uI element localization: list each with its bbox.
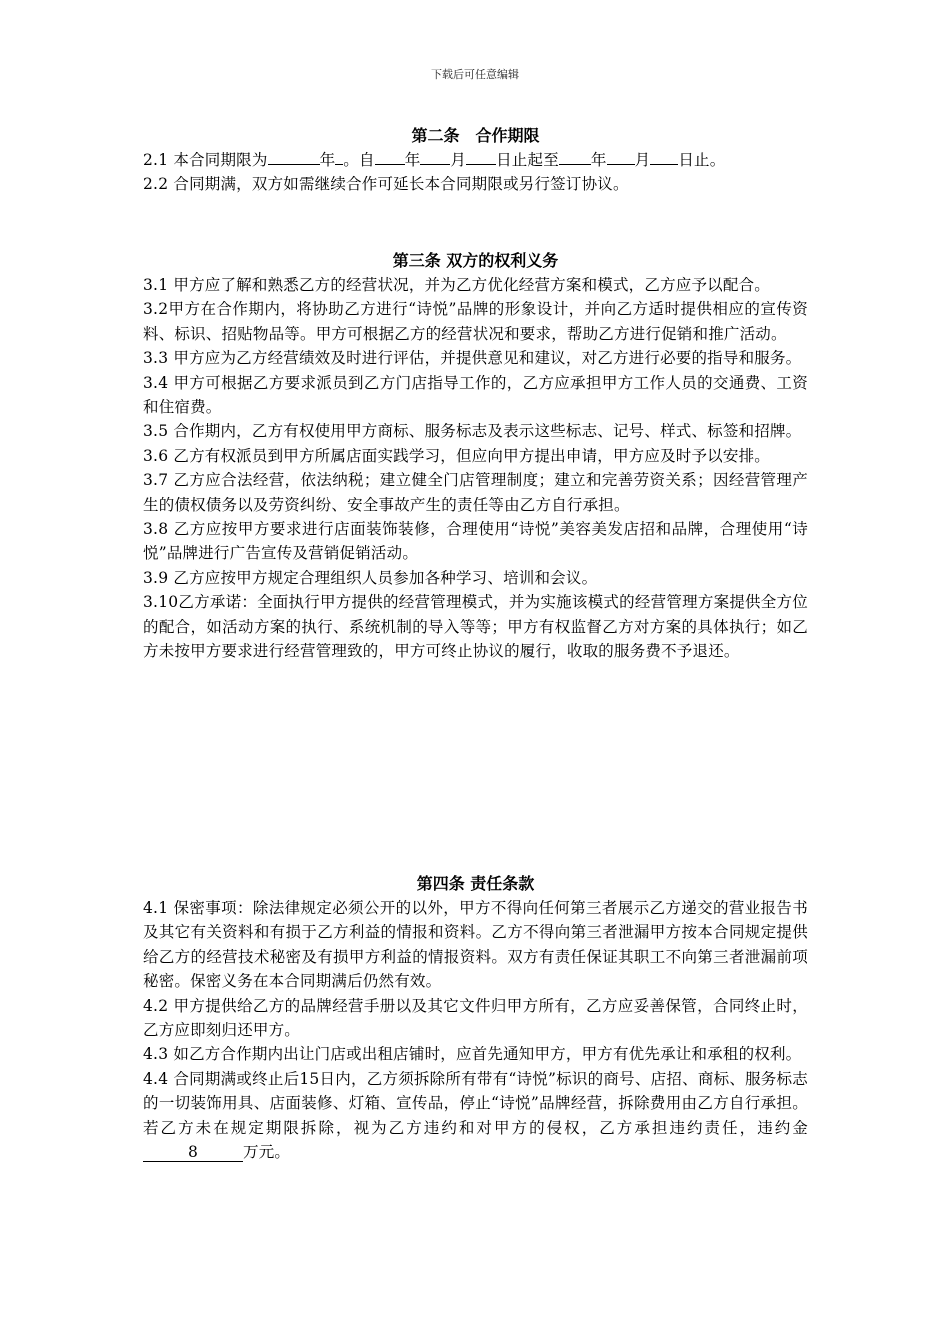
- blank-field: [650, 148, 678, 165]
- clause-3-1: 3.1 甲方应了解和熟悉乙方的经营状况，并为乙方优化经营方案和模式，乙方应予以配合。: [143, 276, 770, 294]
- section-liability: [143, 872, 808, 1164]
- blank-field: [268, 148, 320, 165]
- clause-3-10: 3.10乙方承诺：全面执行甲方提供的经营管理模式，并为实施该模式的经营管理方案提供全方位的配合，如活动方案的执行、系统机制的导入等等；甲方有权监督乙方对方案的具体执行；如乙方未按甲方要求进行经营管理致的，甲方可终止协议的履行，收取的服务费不予退还。: [143, 593, 808, 661]
- clause-2-1: 2.1 本合同期限为 年 。自 年 月 日止起至 年 月 日止。: [143, 148, 808, 172]
- section-title: 第二条 合作期限: [411, 126, 540, 145]
- blank-field: [607, 148, 635, 165]
- section-rights-obligations: [143, 249, 808, 664]
- section-title: 第四条 责任条款: [416, 874, 535, 893]
- clause-3-8: 3.8 乙方应按甲方要求进行店面装饰装修，合理使用“诗悦”美容美发店招和品牌，合理使用“诗悦”品牌进行广告宣传及营销促销活动。: [143, 520, 808, 563]
- clause-3-9: 3.9 乙方应按甲方规定合理组织人员参加各种学习、培训和会议。: [143, 568, 598, 587]
- clause-4-3: 4.3 如乙方合作期内出让门店或出租店铺时，应首先通知甲方，甲方有优先承让和承租的权利。: [143, 1045, 802, 1064]
- clause-4-1: 4.1 保密事项：除法律规定必须公开的以外，甲方不得向任何第三者展示乙方递交的营业报告书及其它有关资料和有损于乙方利益的情报和资料。乙方不得向第三者泄漏甲方按本合同规定提供给乙方的经营技术秘密及有损甲方利益的情报资料。双方有责任保证其职工不向第三者泄漏前项秘密。保密义务在本合同期满后仍然有效。: [143, 899, 808, 991]
- blank-field: [375, 148, 405, 165]
- clause-3-2: 3.2甲方在合作期内，将协助乙方进行“诗悦”品牌的形象设计，并向乙方适时提供相应的宣传资料、标识、招贴物品等。甲方可根据乙方的经营状况和要求，帮助乙方进行促销和推广活动。: [143, 300, 808, 343]
- clause-3-7: 3.7 乙方应合法经营，依法纳税；建立健全门店管理制度；建立和完善劳资关系；因经营管理产生的债权债务以及劳资纠纷、安全事故产生的责任等由乙方自行承担。: [143, 471, 808, 514]
- header-note: 下载后可任意编辑: [431, 68, 519, 81]
- clause-3-4: 3.4 甲方可根据乙方要求派员到乙方门店指导工作的，乙方应承担甲方工作人员的交通费、工资和住宿费。: [143, 373, 808, 417]
- clause-4-4: 4.4 合同期满或终止后15日内，乙方须拆除所有带有“诗悦”标识的商号、店招、商标、服务标志的一切装饰用具、店面装修、灯箱、宣传品，停止“诗悦”品牌经营，拆除费用由乙方自行承担。若乙方未在规定期限拆除，视为乙方违约和对甲方的侵权，乙方承担违约责任，违约金8 万元。: [143, 1069, 808, 1162]
- blank-field: [559, 148, 591, 165]
- clause-4-2: 4.2 甲方提供给乙方的品牌经营手册以及其它文件归甲方所有，乙方应妥善保管，合同终止时，乙方应即刻归还甲方。: [143, 996, 808, 1040]
- blank-field: [466, 148, 496, 165]
- clause-3-5: 3.5 合作期内，乙方有权使用甲方商标、服务标志及表示这些标志、记号、样式、标签和招牌。: [143, 422, 802, 441]
- clause-3-3: 3.3 甲方应为乙方经营绩效及时进行评估，并提供意见和建议，对乙方进行必要的指导和服务。: [143, 349, 802, 368]
- section-title: 第三条 双方的权利义务: [392, 251, 559, 270]
- section-cooperation-term: [143, 124, 808, 197]
- penalty-amount: 8: [143, 1143, 243, 1162]
- clause-2-2: 2.2 合同期满，双方如需继续合作可延长本合同期限或另行签订协议。: [143, 175, 629, 194]
- clause-3-6: 3.6 乙方有权派员到甲方所属店面实践学习，但应向甲方提出申请，甲方应及时予以安排。: [143, 446, 770, 465]
- blank-field: [420, 148, 450, 165]
